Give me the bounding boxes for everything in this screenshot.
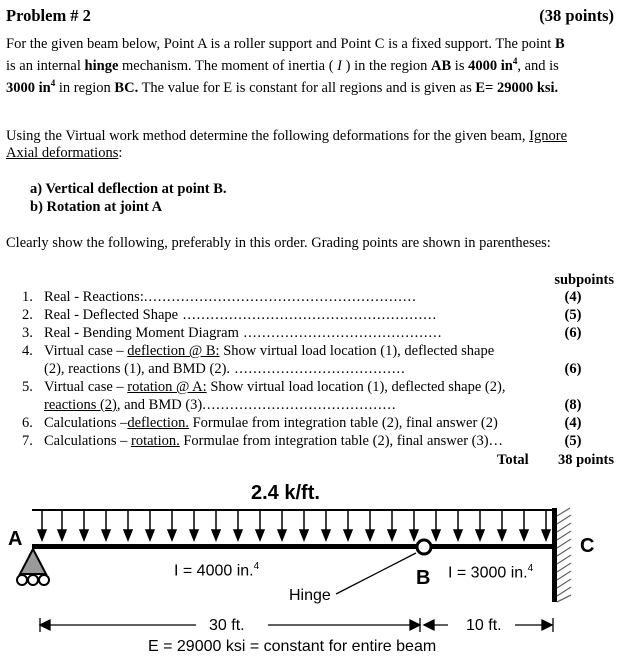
- total-value: 38 points: [557, 452, 614, 468]
- load-arrow: [454, 510, 462, 540]
- load-arrow: [278, 510, 286, 540]
- list-item-6: 6. Calculations –deflection. Formulae from integration table (2), final answer (2): [22, 415, 498, 431]
- list-item-3-points: (6): [564, 325, 582, 341]
- hinge-leader: [336, 553, 416, 594]
- load-arrow: [146, 510, 154, 540]
- list-item-1-points: (4): [564, 289, 582, 305]
- fixed-support-wall: [552, 508, 557, 602]
- dimension-bc-label: 10 ft.: [466, 617, 502, 634]
- roller-wheel: [39, 575, 49, 585]
- load-arrow: [410, 510, 418, 540]
- hinge-label: Hinge: [289, 587, 331, 604]
- list-item-5-cont: reactions (2), and BMD (3)..........................................: [44, 397, 397, 413]
- fixed-support-hatch: [557, 508, 571, 602]
- list-item-7-points: (5): [564, 433, 582, 449]
- problem-points: (38 points): [539, 6, 614, 25]
- load-arrow: [124, 510, 132, 540]
- intro-paragraph: For the given beam below, Point A is a roller support and Point C is a fixed support. The point B is an internal hinge mechanism. The moment of inertia ( I ) in the region AB is 4000 $in^4$, and is 3000 $in^4$ in region BC. The value for E is constant for all regions and is given as E= 29000 ksi.: [6, 36, 565, 96]
- list-item-4: 4. Virtual case – deflection @ B: Show virtual load location (1), deflected shape: [22, 343, 495, 359]
- problem-title: Problem # 2: [6, 6, 91, 25]
- load-arrow: [388, 510, 396, 540]
- inertia-bc: I = 3000 in.$^4$: [448, 563, 534, 582]
- load-arrow: [432, 510, 440, 540]
- beam: [32, 544, 554, 549]
- subpoints-header: subpoints: [554, 272, 614, 288]
- load-arrow: [344, 510, 352, 540]
- task-b: b) Rotation at joint A: [30, 199, 163, 215]
- label-b: B: [416, 567, 431, 589]
- load-arrow: [542, 510, 550, 540]
- load-arrow: [168, 510, 176, 540]
- grading-intro: Clearly show the following, preferably in this order. Grading points are shown in parentheses:: [6, 235, 551, 251]
- load-arrow: [520, 510, 528, 540]
- load-arrow: [234, 510, 242, 540]
- roller-wheel: [28, 575, 38, 585]
- load-arrow: [498, 510, 506, 540]
- load-arrow: [300, 510, 308, 540]
- label-c: C: [580, 535, 595, 557]
- modulus-label: E = 29000 ksi = constant for entire beam: [148, 638, 437, 655]
- label-a: A: [8, 528, 23, 550]
- load-arrows: [38, 510, 550, 540]
- dimension-ab-label: 30 ft.: [209, 617, 245, 634]
- load-arrow: [102, 510, 110, 540]
- load-arrow: [256, 510, 264, 540]
- load-arrow: [366, 510, 374, 540]
- load-arrow: [476, 510, 484, 540]
- roller-wheel: [17, 575, 27, 585]
- load-label: 2.4 k/ft.: [251, 482, 320, 504]
- inertia-ab: I = 4000 in.$^4$: [174, 561, 260, 580]
- list-item-3: 3. Real - Bending Moment Diagram ...........................................: [22, 325, 443, 341]
- list-item-5-points: (8): [564, 397, 582, 413]
- list-item-7: 7. Calculations – rotation. Formulae from integration table (2), final answer (3)…: [22, 433, 504, 449]
- list-item-1: 1. Real - Reactions:...........................................................: [22, 289, 417, 305]
- method-paragraph: Using the Virtual work method determine the following deformations for the given beam, Ignore Axial deformations:: [6, 128, 567, 161]
- hinge-circle: [417, 540, 431, 554]
- list-item-2: 2. Real - Deflected Shape .......................................................: [22, 307, 438, 323]
- load-arrow: [190, 510, 198, 540]
- load-arrow: [212, 510, 220, 540]
- list-item-4-cont: (2), reactions (1), and BMD (2). .....................................: [44, 361, 406, 377]
- load-arrow: [322, 510, 330, 540]
- task-a: a) Vertical deflection at point B.: [30, 181, 227, 197]
- list-item-5: 5. Virtual case – rotation @ A: Show virtual load location (1), deflected shape (2),: [22, 379, 506, 395]
- list-item-6-points: (4): [564, 415, 582, 431]
- load-arrow: [38, 510, 46, 540]
- load-arrow: [80, 510, 88, 540]
- total-label: Total: [497, 452, 529, 468]
- load-arrow: [58, 510, 66, 540]
- list-item-4-points: (6): [564, 361, 582, 377]
- roller-support: [20, 549, 46, 574]
- list-item-2-points: (5): [564, 307, 582, 323]
